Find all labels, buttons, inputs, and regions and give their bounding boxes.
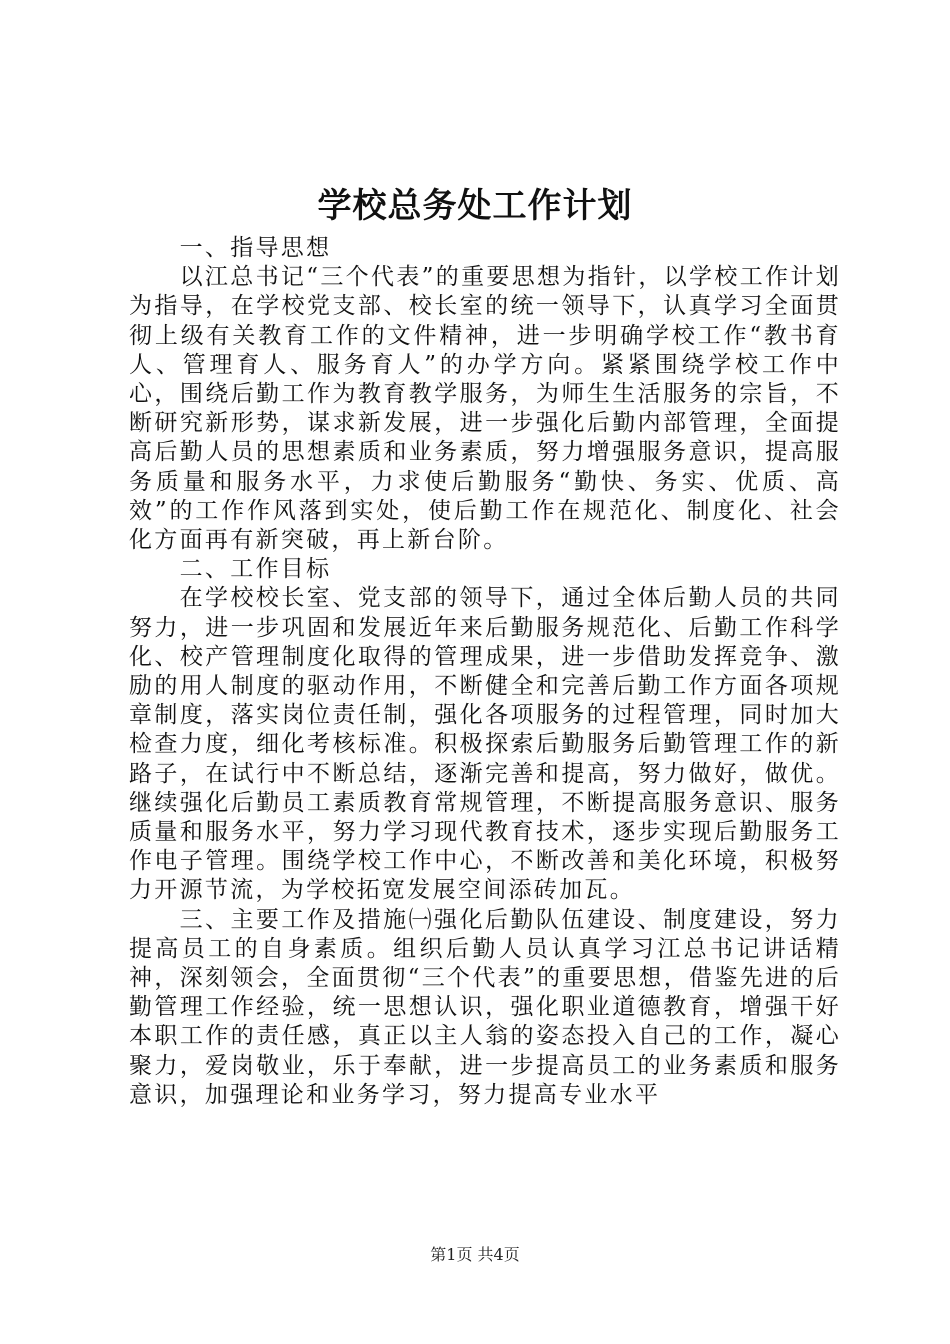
- section-heading-guiding-ideology: 一、指导思想: [179, 235, 332, 261]
- section-paragraph-main-work-measures: 三、主要工作及措施㈠强化后勤队伍建设、制度建设，努力提高员工的自身素质。组织后勤人员认真学习江总书记讲话精神，深刻领会，全面贯彻“三个代表”的重要思想，借鉴先进的后勤管理工作经验，统一思想认识，强化职业道德教育，增强干好本职工作的责任感，真正以主人翁的姿态投入自己的工作，凝心聚力，爱岗敬业，乐于奉献，进一步提高员工的业务素质和服务意识，加强理论和业务学习，努力提高专业水平: [129, 906, 841, 1108]
- page-footer: 第1页 共4页: [430, 1245, 520, 1264]
- document-body: [129, 234, 841, 1110]
- section-heading-work-goals: 二、工作目标: [179, 556, 332, 583]
- document-title: 学校总务处工作计划: [317, 186, 633, 226]
- section-paragraph-guiding-ideology: 以江总书记“三个代表”的重要思想为指针，以学校工作计划为指导，在学校党支部、校长室的统一领导下，认真学习全面贯彻上级有关教育工作的文件精神，进一步明确学校工作“教书育人、管理育人、服务育人”的办学方向。紧紧围绕学校工作中心，围绕后勤工作为教育教学服务，为师生生活服务的宗旨，不断研究新形势，谋求新发展，进一步强化后勤内部管理，全面提高后勤人员的思想素质和业务素质，努力增强服务意识，提高服务质量和服务水平，力求使后勤服务“勤快、务实、优质、高效”的工作作风落到实处，使后勤工作在规范化、制度化、社会化方面再有新突破，再上新台阶。: [129, 264, 841, 554]
- section-paragraph-work-goals: 在学校校长室、党支部的领导下，通过全体后勤人员的共同努力，进一步巩固和发展近年来后勤服务规范化、后勤工作科学化、校产管理制度化取得的管理成果，进一步借助发挥竞争、激励的用人制度的驱动作用，不断健全和完善后勤工作方面各项规章制度，落实岗位责任制，强化各项服务的过程管理，同时加大检查力度，细化考核标准。积极探索后勤服务后勤管理工作的新路子，在试行中不断总结，逐渐完善和提高，努力做好，做优。继续强化后勤员工素质教育常规管理，不断提高服务意识、服务质量和服务水平，努力学习现代教育技术，逐步实现后勤服务工作电子管理。围绕学校工作中心，不断改善和美化环境，积极努力开源节流，为学校拓宽发展空间添砖加瓦。: [129, 585, 841, 904]
